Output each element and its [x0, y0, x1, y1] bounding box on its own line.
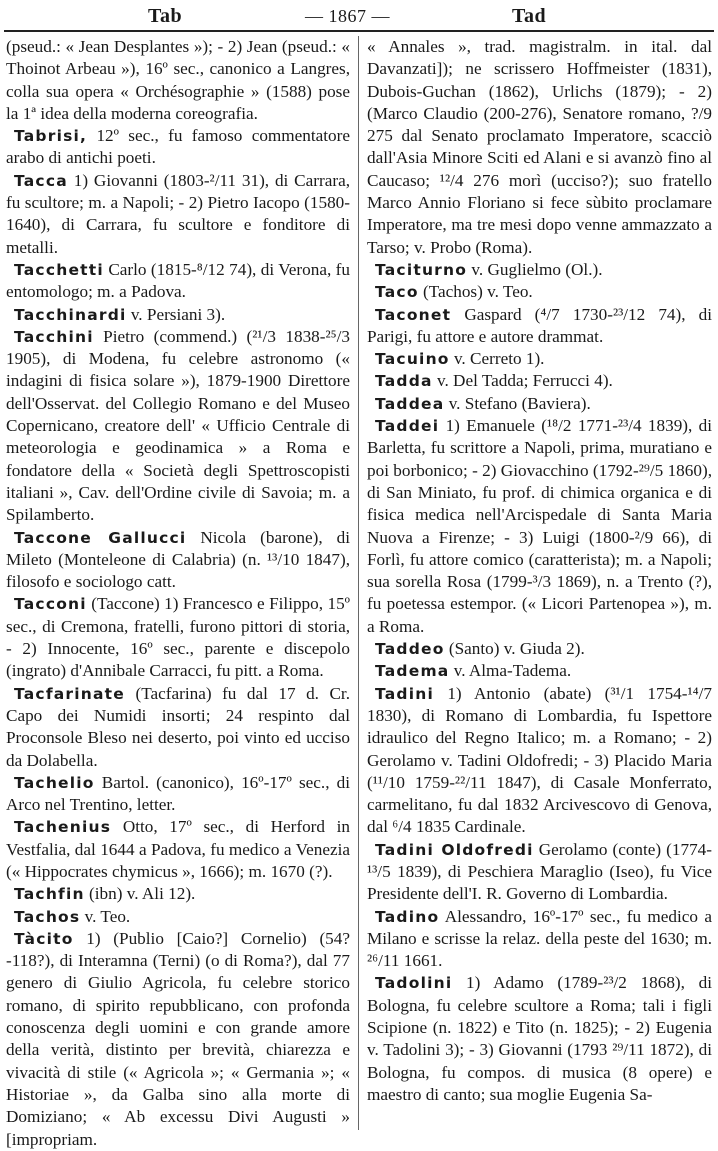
entry [367, 638, 712, 660]
headword: Tachos [14, 907, 81, 926]
entry-text: 12º sec., fu famoso commentatore arabo di antichi poeti. [6, 126, 350, 168]
entry-text: 1) Adamo (1789-²³/2 1868), di Bologna, fu celebre scultore a Roma; tali i figli Scipione (n. 1822) e Tito (n. 1825); - 2) Eugenia v. Tadolini 3); - 3) Giovanni (1793 ²⁹/11 1872), di Bologna, fu compos. di musica (8 opere) e maestro di canto; sua moglie Eugenia Sa- [367, 973, 712, 1104]
headword: Taddeo [375, 640, 445, 659]
entry [6, 883, 350, 905]
entry [6, 816, 350, 883]
entry [6, 170, 350, 259]
headword: Tadda [375, 372, 433, 391]
header-rule [4, 30, 714, 32]
left-column [6, 36, 350, 1149]
running-head-right: Tad [512, 5, 547, 27]
headword: Tacchinardi [14, 305, 127, 324]
headword: Tacfarinate [14, 684, 125, 703]
right-column [367, 36, 712, 1130]
entry [6, 125, 350, 170]
entry-text: 1) Giovanni (1803-²/11 31), di Carrara, fu scultore; m. a Napoli; - 2) Pietro Iacopo (1580-1640), di Carrara, fu scultore e fonditore di metalli. [6, 170, 350, 257]
headword: Tadolini [375, 974, 453, 993]
headword: Tacchini [14, 327, 94, 346]
headword: Tabrisi, [14, 127, 88, 146]
entry [6, 593, 350, 682]
headword: Tacca [14, 171, 68, 190]
headword: Tachenius [14, 818, 112, 837]
entry [6, 304, 350, 326]
entry-text: Gaspard (⁴/7 1730-²³/12 74), di Parigi, fu attore e autore drammat. [367, 304, 712, 346]
headword: Tachfin [14, 885, 85, 904]
entry-text: v. Cerreto 1). [449, 349, 545, 369]
entry-text: v. Stefano (Baviera). [444, 393, 591, 413]
entry-text: (pseud.: « Jean Desplantes »); - 2) Jean (pseud.: « Thoinot Arbeau »), 16º sec., canonico a Langres, colla sua opera « Orchésographie » (1588) pose la 1ª idea della moderna coreografia. [6, 37, 350, 123]
entry-text: (Taccone) 1) Francesco e Filippo, 15º sec., di Cremona, fratelli, furono pittori di storia, - 2) Innocente, 16º sec., parente e discepolo (ingrato) d'Annibale Carracci, fu pitt. a Roma. [6, 594, 350, 681]
page-header [0, 0, 718, 32]
entry [367, 683, 712, 839]
entry-text: 1) Antonio (abate) (³¹/1 1754-¹⁴/7 1830), di Romano di Lombardia, fu Ispettore idraulico del Regno Italico; m. a Romano; - 2) Gerolamo v. Tadini Oldofredi; - 3) Placido Maria (¹¹/10 1759-²²/11 1847), di Casale Monferrato, carmelitano, fu dal 1832 Arcivescovo di Genova, dal ⁶/4 1835 Cardinale. [367, 683, 712, 837]
entry-text: 1) Emanuele (¹⁸/2 1771-²³/4 1839), di Barletta, fu scrittore a Napoli, prima, muratiano e poi borbonico; - 2) Giovacchino (1792-²⁹/5 1860), di San Miniato, fu prof. di chimica organica e di fisica medica nell'Arcispedale di Santa Maria Nuova a Firenze; - 3) Luigi (1800-²/9 66), di Forlì, fu attore comico (caratterista); m. a Napoli; sua sorella Rosa (1799-³/3 1869), n. a Trento (?), fu poetessa estempor. (« Licori Partenopea »), m. a Roma. [367, 416, 712, 636]
headword: Tadini [375, 684, 434, 703]
entry-text: 1) (Publio [Caio?] Cornelio) (54?-118?), di Interamna (Terni) (o di Roma?), dal 77 genero di Giulio Agricola, fu celebre storico romano, di spirito repubblicano, con profonda conoscenza degli uomini e con grande amore della verità, distinto per brevità, chiarezza e vivacità di stile (« Agricola »; « Germania »; « Historiae », da Galba sino alla morte di Domiziano; « Ab excessu Divi Augusti » [impropriam. [6, 928, 350, 1149]
entry [367, 259, 712, 281]
page-number: — 1867 — [305, 6, 390, 26]
entry [367, 281, 712, 303]
entry-text: Bartol. (canonico), 16º-17º sec., di Arco nel Trentino, letter. [6, 772, 350, 815]
entry-text: Alessandro, 16º-17º sec., fu medico a Milano e scrisse la relaz. della peste del 1630; m. ²⁶/11 1661. [367, 906, 712, 971]
entry-text: Nicola (barone), di Mileto (Monteleone di Calabria) (n. ¹³/10 1847), filosofo e sociologo catt. [6, 527, 350, 592]
headword: Tacchetti [14, 260, 104, 279]
entry-text: « Annales », trad. magistralm. in ital. dal Davanzati]); ne scrissero Hoffmeister (1831), Dubois-Guchan (1862), Urlichs (1879); - 2) (Marco Claudio (200-276), Senatore romano, ?/9 275 dal Senato proclamato Imperatore, scacciò dall'Asia Minore Sciti ed Alani e si avanzò fino al Caucaso; ¹²/4 276 morì (ucciso?); suo fratello Marco Annio Floriano si fece sùbito proclamare Imperatore, ma tre mesi dopo venne ammazzato a Tarso; v. Probo (Roma). [367, 37, 712, 257]
entry-text: (ibn) v. Ali 12). [84, 884, 196, 904]
headword: Taccone Gallucci [14, 528, 187, 547]
entry [6, 527, 350, 594]
entry [367, 415, 712, 638]
entry [6, 772, 350, 817]
headword: Taddei [375, 417, 440, 436]
headword: Tacuino [375, 350, 450, 369]
entry [367, 370, 712, 392]
entry [367, 348, 712, 370]
headword: Taddea [375, 394, 445, 413]
entry [367, 660, 712, 682]
entry-text: v. Alma-Tadema. [449, 661, 572, 681]
entry [367, 972, 712, 1106]
entry [6, 259, 350, 304]
entry-text: v. Guglielmo (Ol.). [467, 259, 603, 279]
headword: Taco [375, 283, 419, 302]
headword: Taconet [375, 305, 452, 324]
headword: Tadini Oldofredi [375, 840, 534, 859]
entry [367, 839, 712, 906]
entry [367, 36, 712, 259]
entry-text: Pietro (commend.) (²¹/3 1838-²⁵/3 1905), di Modena, fu celebre astronomo (« indagini di fisica solare »), 1879-1900 Direttore dell'Osservat. del Collegio Romano e del Museo Copernicano, creatore dell' « Ufficio Centrale di meteorologia e geodinamica » a Roma e fondatore della « Società degli Spettroscopisti italiani », Cav. dell'Ordine civile di Savoia; m. a Spilamberto. [6, 326, 350, 525]
headword: Taciturno [375, 260, 468, 279]
entry [367, 906, 712, 973]
entry-text: v. Teo. [80, 906, 131, 926]
headword: Tàcito [14, 929, 74, 948]
entry [6, 683, 350, 772]
entry [6, 36, 350, 125]
entry [6, 906, 350, 928]
entry [367, 304, 712, 349]
column-divider [358, 36, 359, 1130]
headword: Tachelio [14, 773, 95, 792]
entry-text: Carlo (1815-⁸/12 74), di Verona, fu entomologo; m. a Padova. [6, 259, 350, 302]
entry-text: Otto, 17º sec., di Herford in Vestfalia, dal 1644 a Padova, fu medico a Venezia (« Hippocrates chymicus », 1666); m. 1670 (?). [6, 817, 350, 881]
entry-text: v. Persiani 3). [126, 304, 226, 324]
entry [6, 928, 350, 1151]
headword: Tacconi [14, 595, 87, 614]
entry-text: (Tacfarina) fu dal 17 d. Cr. Capo dei Numidi insorti; 24 respinto dal Proconsole Bleso nei deserto, poi vinto ed ucciso da Dolabella. [6, 683, 350, 770]
entry-text: v. Del Tadda; Ferrucci 4). [432, 371, 613, 391]
entry-text: Gerolamo (conte) (1774-¹³/5 1839), di Peschiera Maraglio (Iseo), fu Vice Presidente dell'I. R. Governo di Lombardia. [367, 839, 712, 904]
running-head-left: Tab [148, 5, 183, 27]
headword: Tadino [375, 907, 440, 926]
entry [6, 326, 350, 527]
entry-text: (Santo) v. Giuda 2). [444, 639, 585, 659]
entry-text: (Tachos) v. Teo. [418, 282, 533, 302]
entry [367, 393, 712, 415]
headword: Tadema [375, 662, 450, 681]
